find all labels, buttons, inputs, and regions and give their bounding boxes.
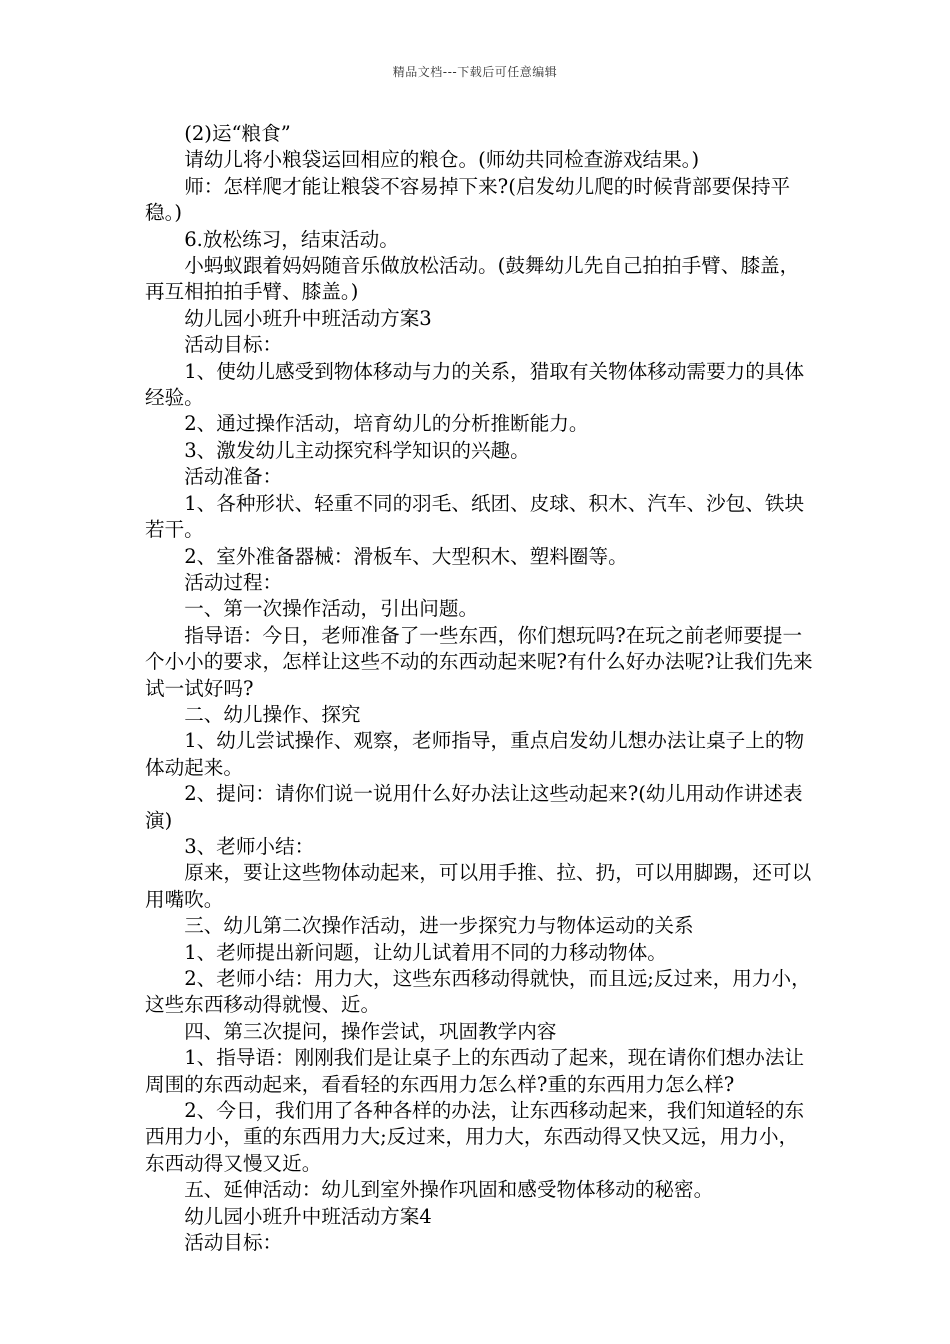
paragraph: 二、幼儿操作、探究 — [184, 702, 361, 726]
paragraph: 6.放松练习，结束活动。 — [184, 227, 399, 251]
paragraph: 1、老师提出新问题，让幼儿试着用不同的力移动物体。 — [184, 940, 667, 964]
paragraph: 3、激发幼儿主动探究科学知识的兴趣。 — [184, 438, 530, 462]
paragraph: 2、室外准备器械：滑板车、大型积木、塑料圈等。 — [184, 544, 628, 568]
paragraph: 活动目标： — [184, 1231, 283, 1255]
paragraph: 请幼儿将小粮袋运回相应的粮仓。(师幼共同检查游戏结果。) — [184, 148, 700, 172]
paragraph: 三、幼儿第二次操作活动，进一步探究力与物体运动的关系 — [184, 914, 694, 938]
paragraph: 3、老师小结： — [184, 834, 315, 858]
section-heading: 幼儿园小班升中班活动方案4 — [184, 1204, 432, 1228]
paragraph: 活动过程： — [184, 570, 283, 594]
paragraph: 活动准备： — [184, 465, 283, 489]
paragraph: 1、使幼儿感受到物体移动与力的关系，猎取有关物体移动需要力的具体经验。 — [145, 359, 805, 410]
section-heading: 幼儿园小班升中班活动方案3 — [184, 306, 432, 330]
paragraph: 1、指导语：刚刚我们是让桌子上的东西动了起来，现在请你们想办法让周围的东西动起来，看看轻的东西用力怎么样?重的东西用力怎么样? — [145, 1046, 805, 1096]
document-body — [145, 121, 815, 1256]
paragraph: 活动目标： — [184, 333, 283, 357]
paragraph: 2、通过操作活动，培育幼儿的分析推断能力。 — [184, 412, 589, 436]
paragraph: 原来，要让这些物体动起来，可以用手推、拉、扔，可以用脚踢，还可以用嘴吹。 — [145, 861, 812, 911]
paragraph: 五、延伸活动：幼儿到室外操作巩固和感受物体移动的秘密。 — [184, 1178, 714, 1202]
paragraph: 师：怎样爬才能让粮袋不容易掉下来?(启发幼儿爬的时候背部要保持平稳。) — [145, 174, 791, 225]
paragraph: 1、各种形状、轻重不同的羽毛、纸团、皮球、积木、汽车、沙包、铁块若干。 — [145, 491, 805, 542]
paragraph: 2、提问：请你们说一说用什么好办法让这些动起来?(幼儿用动作讲述表演) — [145, 782, 803, 832]
paragraph: (2)运“粮食” — [184, 122, 291, 145]
paragraph: 指导语：今日，老师准备了一些东西，你们想玩吗?在玩之前老师要提一个小小的要求，怎样让这些不动的东西动起来呢?有什么好办法呢?让我们先来试一试好吗? — [145, 623, 813, 700]
paragraph: 1、幼儿尝试操作、观察，老师指导，重点启发幼儿想办法让桌子上的物体动起来。 — [145, 729, 805, 779]
paragraph: 一、第一次操作活动，引出问题。 — [184, 597, 479, 621]
paragraph: 小蚂蚁跟着妈妈随音乐做放松活动。(鼓舞幼儿先自己拍拍手臂、膝盖，再互相拍拍手臂、膝盖。) — [145, 254, 800, 304]
page-header: 精品文档---下载后可任意编辑 — [392, 65, 558, 79]
paragraph: 2、今日，我们用了各种各样的办法，让东西移动起来，我们知道轻的东西用力小，重的东西用力大;反过来，用力大，东西动得又快又远，用力小，东西动得又慢又近。 — [145, 1099, 805, 1175]
paragraph: 四、第三次提问，操作尝试，巩固教学内容 — [184, 1019, 557, 1043]
paragraph: 2、老师小结：用力大，这些东西移动得就快，而且远;反过来，用力小，这些东西移动得就慢、近。 — [145, 967, 811, 1017]
